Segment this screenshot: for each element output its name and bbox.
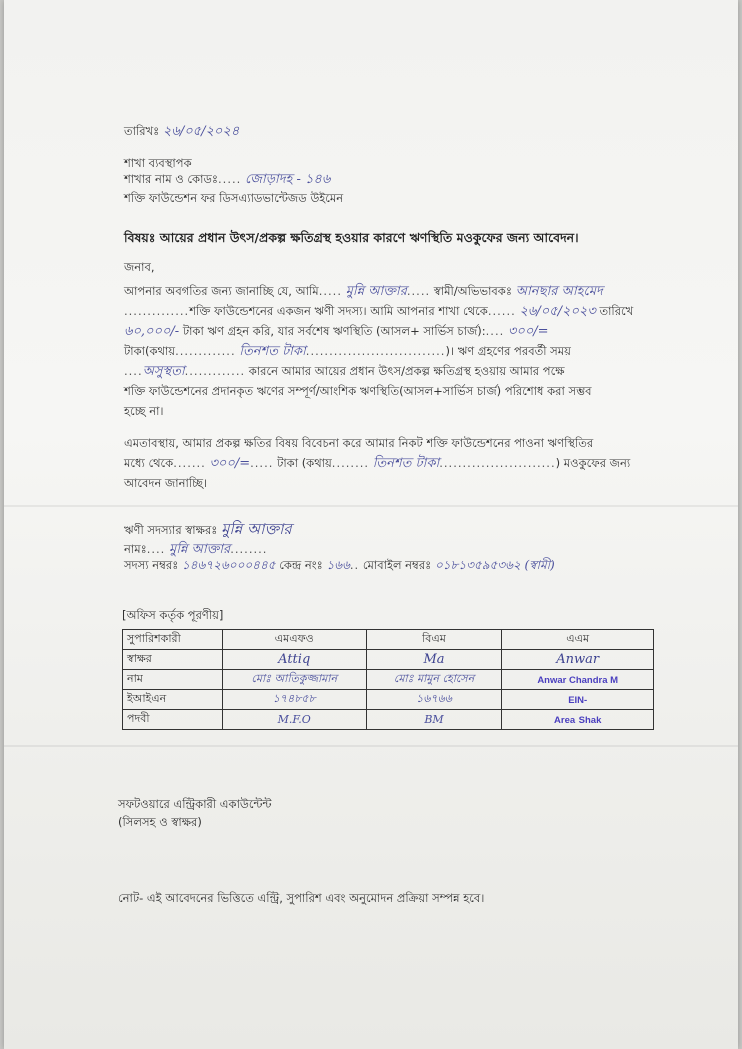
- row-label: পদবী: [123, 710, 223, 730]
- loan-date: ২৬/০৫/২০২৩: [519, 304, 596, 319]
- body-line-7: হচ্ছে না।: [124, 404, 164, 418]
- member-ids-line: সদস্য নম্বরঃ ১৪৬৭২৬০০০৪৪৫ কেন্দ্র নংঃ ১৬৬.. মোবাইল নম্বরঃ ০১৮১৩৫৯৫৩৬২ (স্বামী): [124, 558, 555, 572]
- loan-balance: ৩০০/=: [507, 324, 549, 339]
- waive-amount: ৩০০/=: [209, 456, 251, 471]
- am-stamp-ein: EIN-: [568, 695, 588, 706]
- mfo-ein: ১৭৪৮৫৮: [272, 692, 316, 705]
- mfo-name: মোঃ আতিকুজ্জামান: [251, 672, 338, 685]
- body-line-3: ৬০,০০০/- টাকা ঋণ গ্রহন করি, যার সর্বশেষ ঋণস্থিতি (আসল+ সার্ভিস চার্জ):.... ৩০০/=: [124, 324, 549, 339]
- am-stamp-area: Area: [554, 715, 576, 726]
- am-signature: Anwar: [556, 652, 600, 667]
- row-label: সুপারিশকারী: [123, 630, 223, 650]
- body-line-5: ....অসুস্থতা............. কারনে আমার আয়ের প্রধান উৎস/প্রকল্প ক্ষতিগ্রস্থ হওয়ায় আমার পক্ষে: [124, 364, 565, 379]
- body-line-10: আবেদন জানাচ্ছি।: [124, 476, 208, 490]
- fold-line: [4, 745, 738, 747]
- subject-line: বিষয়ঃ আয়ের প্রধান উৎস/প্রকল্প ক্ষতিগ্রস্থ হওয়ার কারণে ঋণস্থিতি মওকুফের জন্য আবেদন।: [124, 230, 579, 245]
- body-line-1: আপনার অবগতির জন্য জানাচ্ছি যে, আমি..... মুন্নি আক্তার..... স্বামী/অভিভাবকঃ আনছার আহমেদ: [124, 284, 603, 299]
- fold-line: [4, 505, 738, 507]
- body-line-9: মধ্যে থেকে....... ৩০০/=..... টাকা (কথায়........ তিনশত টাকা.........................) মওকুফের জন্য: [124, 456, 631, 471]
- branch-value: জোড়াদহ - ১৪৬: [244, 172, 331, 187]
- am-stamp-org: Shak: [578, 715, 602, 726]
- salutation: জনাব,: [124, 260, 155, 274]
- body-line-4: টাকা(কথায়............. তিনশত টাকা..............................)। ঋণ গ্রহণের পরবর্তী সময়: [124, 344, 571, 359]
- member-name-line: নামঃ.... মুন্নি আক্তার........: [124, 542, 268, 557]
- recommendation-table: [122, 629, 654, 730]
- recipient-branch: শাখার নাম ও কোডঃ..... জোড়াদহ - ১৪৬: [124, 172, 331, 187]
- row-label: নাম: [123, 670, 223, 690]
- row-label: স্বাক্ষর: [123, 650, 223, 670]
- table-row: [123, 690, 654, 710]
- am-stamp-name: Anwar Chandra M: [537, 675, 619, 686]
- waive-in-words: তিনশত টাকা: [372, 456, 440, 471]
- guardian-name: আনছার আহমেদ: [515, 284, 603, 299]
- mfo-title: M.F.O: [277, 713, 311, 726]
- member-number: ১৪৬৭২৬০০০৪৪৫: [181, 558, 276, 572]
- loan-amount: ৬০,০০০/-: [124, 324, 180, 339]
- bm-title: BM: [424, 713, 444, 726]
- col-header-mfo: এমএফও: [222, 630, 366, 650]
- accountant-line1: সফটওয়ারে এন্ট্রিকারী একাউন্টেন্ট: [118, 797, 272, 811]
- balance-in-words: তিনশত টাকা: [239, 344, 306, 359]
- member-signature-line: ঋণী সদস্যার স্বাক্ষরঃ মুন্নি আক্তার: [124, 520, 292, 538]
- footer-note: নোট- এই আবেদনের ভিত্তিতে এন্ট্রি, সুপারিশ এবং অনুমোদন প্রক্রিয়া সম্পন্ন হবে।: [118, 891, 485, 905]
- body-line-2: ..............শক্তি ফাউন্ডেশনের একজন ঋণী সদস্য। আমি আপনার শাখা থেকে...... ২৬/০৫/২০২৩ তারিখে: [124, 304, 634, 319]
- date-label: তারিখঃ: [124, 124, 160, 138]
- table-row: [123, 650, 654, 670]
- table-row: [123, 670, 654, 690]
- body-line-6: শক্তি ফাউন্ডেশনের প্রদানকৃত ঋণের সম্পূর্ণ/আংশিক ঋণস্থিতি(আসল+সার্ভিস চার্জ) পরিশোধ করা সম্ভব: [124, 384, 592, 398]
- member-signature: মুন্নি আক্তার: [221, 520, 292, 538]
- col-header-bm: বিএম: [366, 630, 502, 650]
- bm-name: মোঃ মামুন হোসেন: [393, 672, 475, 685]
- mfo-signature: Attiq: [278, 652, 311, 667]
- table-row: [123, 710, 654, 730]
- bm-ein: ১৬৭৬৬: [416, 692, 452, 705]
- recipient-line3: শক্তি ফাউন্ডেশন ফর ডিসএ্যাডভান্টেজড উইমেন: [124, 191, 344, 205]
- table-row: [123, 630, 654, 650]
- bm-signature: Ma: [423, 652, 445, 667]
- mobile-number: ০১৮১৩৫৯৫৩৬২ (স্বামী): [434, 558, 555, 572]
- row-label: ইআইএন: [123, 690, 223, 710]
- body-line-8: এমতাবস্থায়, আমার প্রকল্প ক্ষতির বিষয় বিবেচনা করে আমার নিকট শক্তি ফাউন্ডেশনের পাওনা ঋণস্থিতির: [124, 436, 594, 450]
- reason: অসুস্থতা: [142, 364, 185, 379]
- office-heading: [অফিস কর্তৃক পূরণীয়]: [122, 608, 224, 622]
- applicant-name: মুন্নি আক্তার: [345, 284, 407, 299]
- accountant-line2: (সিলসহ ও স্বাক্ষর): [118, 815, 202, 829]
- col-header-am: এএম: [502, 630, 654, 650]
- date-value: ২৬/০৫/২০২৪: [162, 124, 240, 139]
- member-name: মুন্নি আক্তার: [169, 542, 231, 557]
- branch-label: শাখার নাম ও কোডঃ: [124, 172, 219, 186]
- date-line: [124, 124, 239, 140]
- center-number: ১৬৬: [326, 558, 350, 572]
- recipient-line1: শাখা ব্যবস্থাপক: [124, 156, 192, 170]
